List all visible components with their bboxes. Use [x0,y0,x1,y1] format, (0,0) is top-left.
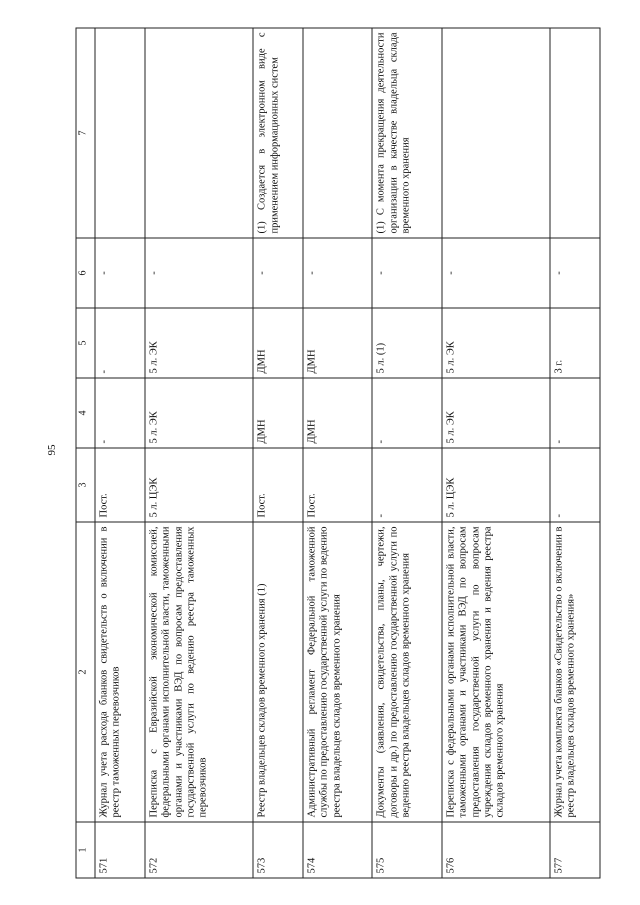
retention-col6-cell: - [303,238,372,308]
row-number-cell: 577 [550,822,600,878]
retention-col6-cell: - [372,238,441,308]
table-row [95,28,145,878]
table-row [550,28,600,878]
retention-col4-cell: 5 л. ЭК [441,378,549,448]
retention-col6-cell: - [144,238,252,308]
note-cell [550,28,600,238]
document-title-cell: Переписка с Евразийской экономической комиссией, федеральными органами исполнительной власти, таможенными органами и участниками ВЭД по вопросам предоставления государственной услуги по ведению реестра таможенных перевозчиков [144,522,252,822]
retention-col3-cell: - [372,448,441,522]
retention-col3-cell: 5 л. ЦЭК [441,448,549,522]
retention-col6-cell: - [95,238,145,308]
row-number-cell: 574 [303,822,372,878]
document-title-cell: Документы (заявления, свидетельства, планы, чертежи, договоры и др.) по предоставлению государственной услуги по ведению реестра владельцев складов временного хранения [372,522,441,822]
note-cell: (1) Создается в электронном виде с применением информационных систем [253,28,303,238]
column-header: 6 [76,238,95,308]
row-number-cell: 576 [441,822,549,878]
retention-col4-cell: - [95,378,145,448]
note-cell: (1) С момента прекращения деятельности организации в качестве владельца склада временного хранения [372,28,441,238]
note-cell [95,28,145,238]
document-title-cell: Переписка с федеральными органами исполнительной власти, таможенными органами и участниками ВЭД по вопросам предоставления государственной услуги по вопросам учреждения складов временного хранения и ведения реестра складов временного хранения [441,522,549,822]
row-number-cell: 573 [253,822,303,878]
column-header: 7 [76,28,95,238]
retention-col6-cell: - [550,238,600,308]
column-header: 4 [76,378,95,448]
retention-col4-cell: ДМН [303,378,372,448]
retention-col5-cell: ДМН [253,308,303,378]
retention-col5-cell: ДМН [303,308,372,378]
retention-col5-cell: 3 г. [550,308,600,378]
document-title-cell: Журнал учета расхода бланков свидетельств о включении в реестр таможенных перевозчиков [95,522,145,822]
retention-col5-cell: - [95,308,145,378]
retention-col6-cell: - [253,238,303,308]
retention-col4-cell: - [550,378,600,448]
column-header: 5 [76,308,95,378]
document-sheet [75,28,600,878]
retention-col4-cell: 5 л. ЭК [144,378,252,448]
column-header: 1 [76,822,95,878]
page-number: 95 [46,444,58,456]
retention-col3-cell: 5 л. ЦЭК [144,448,252,522]
document-title-cell: Реестр владельцев складов временного хранения (1) [253,522,303,822]
column-header: 3 [76,448,95,522]
table-row [372,28,441,878]
document-title-cell: Административный регламент Федеральной таможенной службы по предоставлению государственной услуги по ведению реестра владельцев складов временного хранения [303,522,372,822]
retention-col5-cell: 5 л. ЭК [144,308,252,378]
table-row [303,28,372,878]
retention-col5-cell: 5 л. ЭК [441,308,549,378]
retention-col4-cell: - [372,378,441,448]
retention-col5-cell: 5 л. (1) [372,308,441,378]
row-number-cell: 572 [144,822,252,878]
retention-col3-cell: Пост. [253,448,303,522]
retention-col3-cell: Пост. [303,448,372,522]
table-row [253,28,303,878]
retention-col6-cell: - [441,238,549,308]
row-number-cell: 571 [95,822,145,878]
row-number-cell: 575 [372,822,441,878]
retention-col3-cell: - [550,448,600,522]
note-cell [144,28,252,238]
table-row [144,28,252,878]
column-header: 2 [76,522,95,822]
document-title-cell: Журнал учета комплекта бланков «Свидетельство о включении в реестр владельцев складов временного хранения» [550,522,600,822]
retention-col3-cell: Пост. [95,448,145,522]
nomenclature-table [75,27,600,878]
retention-col4-cell: ДМН [253,378,303,448]
table-row [441,28,549,878]
note-cell [303,28,372,238]
rotated-table-wrapper [75,28,600,878]
note-cell [441,28,549,238]
header-row [76,28,95,878]
